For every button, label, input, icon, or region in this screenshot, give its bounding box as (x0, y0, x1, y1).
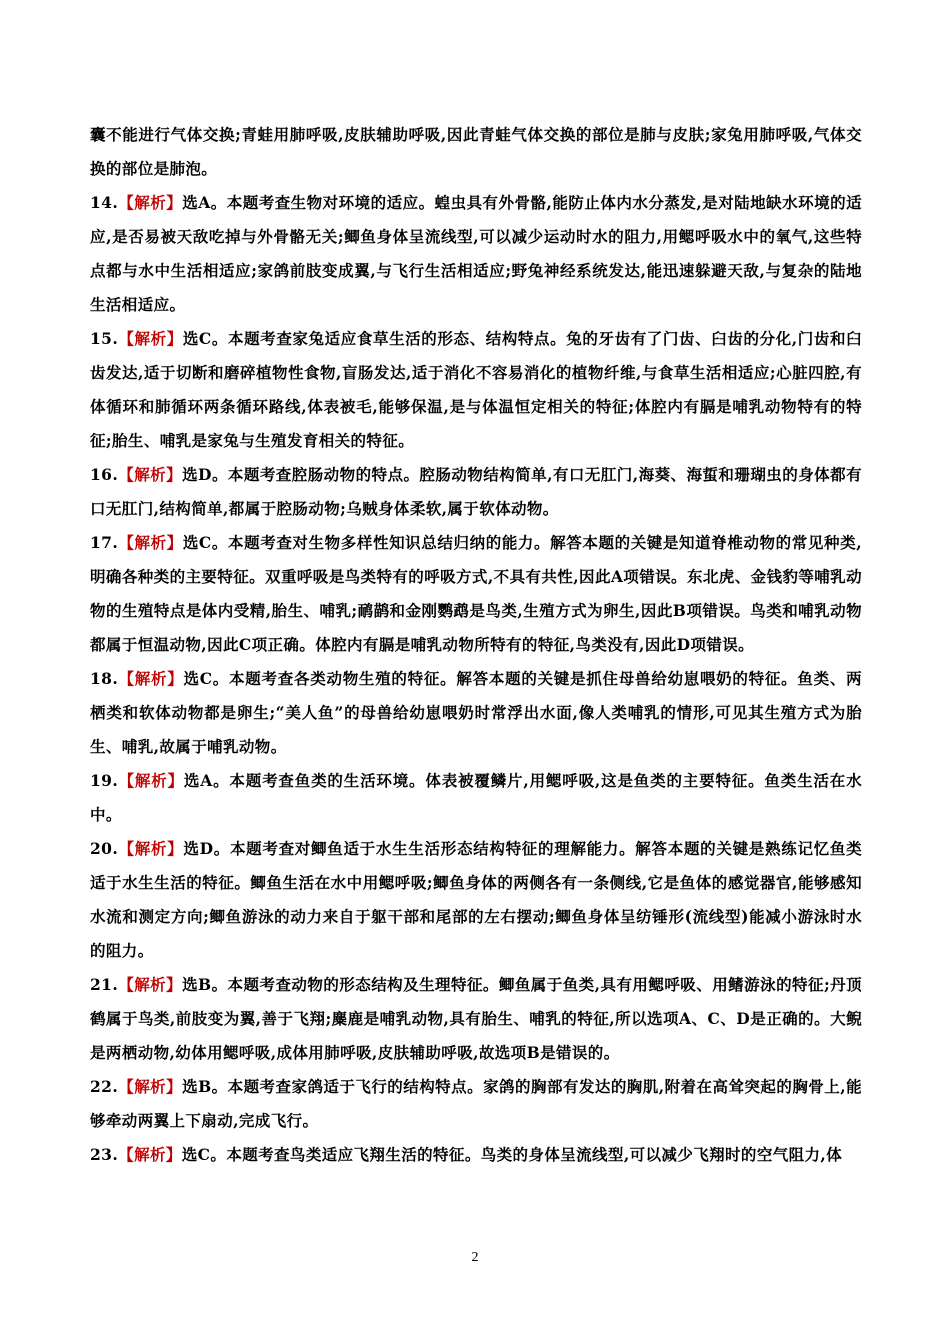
item-text: 选D。本题考查腔肠动物的特点。腔肠动物结构简单,有口无肛门,海葵、海蜇和珊瑚虫的身体都有口无肛门,结构简单,都属于腔肠动物;乌贼身体柔软,属于软体动物。 (90, 465, 862, 518)
item-text: 选C。本题考查家兔适应食草生活的形态、结构特点。兔的牙齿有了门齿、臼齿的分化,门齿和臼齿发达,适于切断和磨碎植物性食物,盲肠发达,适于消化不容易消化的植物纤维,与食草生活相适应;心脏四腔,有体循环和肺循环两条循环路线,体表被毛,能够保温,是与体温恒定相关的特征;体腔内有膈是哺乳动物特有的特征;胎生、哺乳是家兔与生殖发育相关的特征。 (90, 329, 863, 450)
answer-item (90, 458, 862, 526)
page-number: 2 (471, 1250, 479, 1265)
item-text: 选B。本题考查家鸽适于飞行的结构特点。家鸽的胸部有发达的胸肌,附着在高耸突起的胸骨上,能够牵动两翼上下扇动,完成飞行。 (90, 1077, 862, 1130)
item-number: 16. (90, 465, 119, 484)
item-number: 21. (90, 975, 119, 994)
analysis-tag: 【解析】 (118, 669, 184, 688)
answer-item (90, 662, 862, 764)
analysis-tag: 【解析】 (118, 839, 184, 858)
answer-item (90, 832, 862, 968)
item-number: 15. (90, 329, 119, 348)
analysis-tag: 【解析】 (118, 975, 183, 994)
item-text: 选B。本题考查动物的形态结构及生理特征。鲫鱼属于鱼类,具有用鳃呼吸、用鳍游泳的特征;丹顶鹤属于鸟类,前肢变为翼,善于飞翔;麋鹿是哺乳动物,具有胎生、哺乳的特征,所以选项A、C、D是正确的。大鲵是两栖动物,幼体用鳃呼吸,成体用肺呼吸,皮肤辅助呼吸,故选项B是错误的。 (90, 975, 862, 1062)
answer-item (90, 764, 862, 832)
item-number: 20. (90, 839, 119, 858)
analysis-tag: 【解析】 (118, 1145, 182, 1164)
answer-item (90, 968, 862, 1070)
continuation-paragraph: 囊不能进行气体交换;青蛙用肺呼吸,皮肤辅助呼吸,因此青蛙气体交换的部位是肺与皮肤;家兔用肺呼吸,气体交换的部位是肺泡。 (90, 125, 862, 178)
analysis-tag: 【解析】 (118, 329, 183, 348)
analysis-tag: 【解析】 (118, 771, 184, 790)
answer-item (90, 1070, 862, 1138)
answer-item (90, 186, 862, 322)
analysis-tag: 【解析】 (118, 533, 183, 552)
item-number: 22. (90, 1077, 119, 1096)
analysis-tag: 【解析】 (118, 465, 183, 484)
item-text: 选D。本题考查对鲫鱼适于水生生活形态结构特征的理解能力。解答本题的关键是熟练记忆鱼类适于水生生活的特征。鲫鱼生活在水中用鳃呼吸;鲫鱼身体的两侧各有一条侧线,它是鱼体的感觉器官,能够感知水流和测定方向;鲫鱼游泳的动力来自于躯干部和尾部的左右摆动;鲫鱼身体呈纺锤形(流线型)能减小游泳时水的阻力。 (90, 839, 862, 960)
item-number: 23. (90, 1145, 119, 1164)
analysis-tag: 【解析】 (118, 193, 183, 212)
item-text: 选A。本题考查生物对环境的适应。蝗虫具有外骨骼,能防止体内水分蒸发,是对陆地缺水环境的适应,是否易被天敌吃掉与外骨骼无关;鲫鱼身体呈流线型,可以减少运动时水的阻力,用鳃呼吸水中的氧气,这些特点都与水中生活相适应;家鸽前肢变成翼,与飞行生活相适应;野兔神经系统发达,能迅速躲避天敌,与复杂的陆地生活相适应。 (90, 193, 863, 314)
item-text: 选A。本题考查鱼类的生活环境。体表被覆鳞片,用鳃呼吸,这是鱼类的主要特征。鱼类生活在水中。 (90, 771, 862, 824)
item-text: 选C。本题考查各类动物生殖的特征。解答本题的关键是抓住母兽给幼崽喂奶的特征。鱼类、两栖类和软体动物都是卵生;“美人鱼”的母兽给幼崽喂奶时常浮出水面,像人类哺乳的情形,可见其生殖方式为胎生、哺乳,故属于哺乳动物。 (90, 669, 862, 756)
item-text: 选C。本题考查鸟类适应飞翔生活的特征。鸟类的身体呈流线型,可以减少飞翔时的空气阻力,体 (181, 1145, 843, 1164)
answer-item (90, 322, 862, 458)
item-number: 17. (90, 533, 119, 552)
document-body (90, 118, 862, 1172)
answer-item (90, 1138, 862, 1172)
item-number: 19. (90, 771, 119, 790)
analysis-tag: 【解析】 (118, 1077, 183, 1096)
answer-item (90, 526, 862, 662)
item-text: 选C。本题考查对生物多样性知识总结归纳的能力。解答本题的关键是知道脊椎动物的常见种类,明确各种类的主要特征。双重呼吸是鸟类特有的呼吸方式,不具有共性,因此A项错误。东北虎、金钱豹等哺乳动物的生殖特点是体内受精,胎生、哺乳;鸸鹋和金刚鹦鹉是鸟类,生殖方式为卵生,因此B项错误。鸟类和哺乳动物都属于恒温动物,因此C项正确。体腔内有膈是哺乳动物所特有的特征,鸟类没有,因此D项错误。 (90, 533, 863, 654)
item-number: 14. (90, 193, 119, 212)
item-number: 18. (90, 669, 119, 688)
